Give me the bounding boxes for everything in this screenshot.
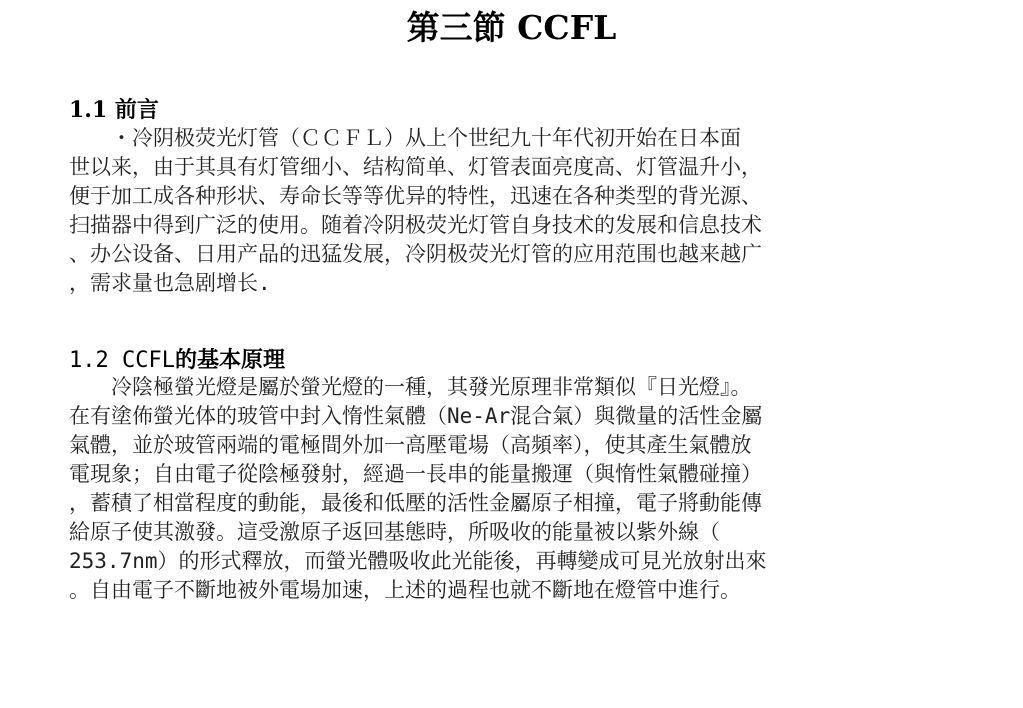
paragraph-line: 氣體，並於玻管兩端的電極間外加一高壓電場（高頻率），使其產生氣體放 <box>69 433 752 457</box>
section-intro-paragraph <box>69 124 949 298</box>
section-heading-intro: 1.1 前言 <box>69 97 159 123</box>
paragraph-line: 在有塗佈螢光体的玻管中封入惰性氣體（Ne-Ar混合氣）與微量的活性金屬 <box>69 404 763 428</box>
paragraph-line: 、办公设备、日用产品的迅猛发展，冷阴极荧光灯管的应用范围也越来越广 <box>69 242 762 266</box>
paragraph-line: 。自由電子不斷地被外電場加速，上述的過程也就不斷地在燈管中進行。 <box>69 578 741 602</box>
section-heading-principle-prefix: 1.2 CCFL <box>69 348 175 373</box>
paragraph-line: 扫描器中得到广泛的使用。随着冷阴极荧光灯管自身技术的发展和信息技术 <box>69 213 762 237</box>
section-heading-principle <box>69 346 285 375</box>
paragraph-line: 電現象；自由電子從陰極發射，經過一長串的能量搬運（與惰性氣體碰撞） <box>69 462 762 486</box>
section-heading-principle-suffix: 的基本原理 <box>174 347 285 373</box>
paragraph-line: ・冷阴极荧光灯管（ＣＣＦＬ）从上个世纪九十年代初开始在日本面 <box>69 126 741 150</box>
paragraph-line: ，蓄積了相當程度的動能，最後和低壓的活性金屬原子相撞，電子將動能傳 <box>69 491 762 515</box>
paragraph-line: 冷陰極螢光燈是屬於螢光燈的一種，其發光原理非常類似『日光燈』。 <box>69 375 752 399</box>
paragraph-line: 世以来，由于其具有灯管细小、结构简单、灯管表面亮度高、灯管温升小， <box>69 155 762 179</box>
page-title: 第三節 CCFL <box>406 8 617 47</box>
paragraph-line: 便于加工成各种形状、寿命长等等优异的特性，迅速在各种类型的背光源、 <box>69 184 762 208</box>
paragraph-line: 253.7nm）的形式釋放，而螢光體吸收此光能後，再轉變成可見光放射出來 <box>69 549 767 573</box>
section-principle-paragraph <box>69 373 949 605</box>
paragraph-line: ，需求量也急剧增长. <box>69 271 271 295</box>
paragraph-line: 給原子使其激發。這受激原子返回基態時，所吸收的能量被以紫外線（ <box>69 520 720 544</box>
